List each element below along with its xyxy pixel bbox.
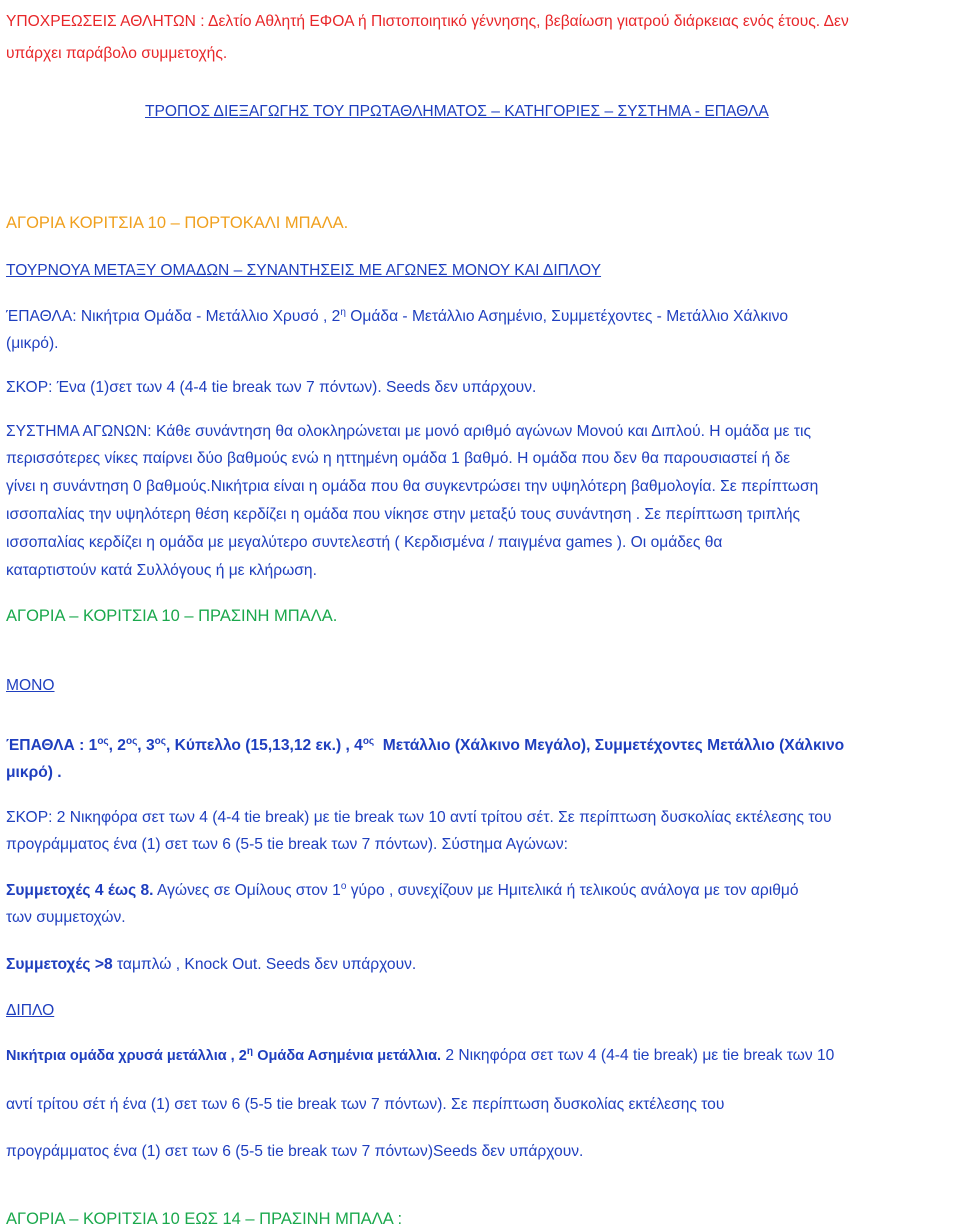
participation-over-8-label: Συμμετοχές >8	[6, 956, 113, 973]
orange-system-line-6: καταρτιστούν κατά Συλλόγους ή με κλήρωση.	[6, 562, 317, 579]
obligations-line-1	[6, 12, 956, 32]
orange-system-line-1: ΣΥΣΤΗΜΑ ΑΓΩΝΩΝ: Κάθε συνάντηση θα ολοκληρώνεται με μονό αριθμό αγώνων Μονού και Διπλού. Η ομάδα με τις	[6, 423, 811, 440]
orange-system-line-4: ισσοπαλίας την υψηλότερη θέση κερδίζει η ομάδα που νίκησε στην μεταξύ τους συνάντηση . Σε περίπτωση τριπλής	[6, 506, 801, 523]
orange-system-line-2: περισσότερες νίκες παίρνει δύο βαθμούς ενώ η ηττημένη ομάδα 1 βαθμό. Η ομάδα που δεν θα παρουσιαστεί ή δε	[6, 450, 791, 467]
green-prizes-line-1: ΈΠΑΘΛΑ : $1^{o\varsigma}$, $2^{o\varsigma}$, $3^{o\varsigma}$, Κύπελλο (15,13,12 εκ.) , $4^{o\varsigma}$ Μετάλλιο (Χάλκινο Μεγάλο), Συμμετέχοντες Μετάλλιο (Χάλκινο	[6, 735, 845, 754]
doubles-heading: ΔΙΠΛΟ	[6, 1002, 55, 1019]
singles-heading: ΜΟΝΟ	[6, 677, 55, 694]
participation-over-8-line: Συμμετοχές >8 ταμπλώ , Knock Out. Seeds δεν υπάρχουν.	[6, 956, 417, 973]
doubles-line-2: αντί τρίτου σέτ ή ένα (1) σετ των 6 (5-5 tie break των 7 πόντων). Σε περίπτωση δυσκολίας εκτέλεσης του	[6, 1096, 725, 1113]
orange-tournament-subheading: ΤΟΥΡΝΟΥΑ ΜΕΤΑΞΥ ΟΜΑΔΩΝ – ΣΥΝΑΝΤΗΣΕΙΣ ΜΕ ΑΓΩΝΕΣ ΜΟΝΟΥ ΚΑΙ ΔΙΠΛΟΥ	[6, 262, 602, 279]
orange-score-label: ΣΚΟΡ:	[6, 379, 53, 396]
doubles-line-1: Νικήτρια ομάδα χρυσά μετάλλια , $2^\eta$ Ομάδα Ασημένια μετάλλια. 2 Νικηφόρα σετ των 4 (4-4 tie break) με tie break των 10	[6, 1045, 835, 1064]
green-ball-heading: ΑΓΟΡΙΑ – ΚΟΡΙΤΣΙΑ 10 – ΠΡΑΣΙΝΗ ΜΠΑΛΑ.	[6, 607, 338, 625]
orange-system-label: ΣΥΣΤΗΜΑ ΑΓΩΝΩΝ:	[6, 423, 152, 440]
green-score-line-2: προγράμματος ένα (1) σετ των 6 (5-5 tie break των 7 πόντων). Σύστημα Αγώνων:	[6, 836, 568, 853]
green-prizes-line-2: μικρό) .	[6, 764, 62, 781]
participation-4-8-label: Συμμετοχές 4 έως 8.	[6, 882, 154, 899]
orange-prizes-label: ΈΠΑΘΛΑ:	[6, 308, 77, 325]
orange-system-line-5: ισσοπαλίας κερδίζει η ομάδα με μεγαλύτερο συντελεστή ( Κερδισμένα / παιγμένα games ). Οι ομάδες θα	[6, 534, 723, 551]
orange-score-line: ΣΚΟΡ: Ένα (1)σετ των 4 (4-4 tie break των 7 πόντων). Seeds δεν υπάρχουν.	[6, 379, 537, 396]
age-10-14-heading: ΑΓΟΡΙΑ – ΚΟΡΙΤΣΙΑ 10 ΕΩΣ 14 – ΠΡΑΣΙΝΗ ΜΠΑΛΑ :	[6, 1210, 403, 1228]
green-prizes-label: ΈΠΑΘΛΑ : 1	[6, 737, 98, 754]
green-score-label: ΣΚΟΡ:	[6, 809, 53, 826]
obligations-label: ΥΠΟΧΡΕΩΣΕΙΣ ΑΘΛΗΤΩΝ :	[6, 13, 205, 30]
orange-ball-heading: ΑΓΟΡΙΑ ΚΟΡΙΤΣΙΑ 10 – ΠΟΡΤΟΚΑΛΙ ΜΠΑΛΑ.	[6, 214, 349, 232]
doubles-line-3: προγράμματος ένα (1) σετ των 6 (5-5 tie break των 7 πόντων)Seeds δεν υπάρχουν.	[6, 1143, 584, 1160]
orange-prizes-line-2: (μικρό).	[6, 335, 59, 352]
green-score-line-1: ΣΚΟΡ: 2 Νικηφόρα σετ των 4 (4-4 tie break) με tie break των 10 αντί τρίτου σέτ. Σε περίπτωση δυσκολίας εκτέλεσης του	[6, 809, 832, 826]
doubles-prizes-label: Νικήτρια ομάδα χρυσά μετάλλια , 2	[6, 1048, 247, 1064]
orange-prizes-line-1: ΈΠΑΘΛΑ: Νικήτρια Ομάδα - Μετάλλιο Χρυσό , $2^\eta$ Ομάδα - Μετάλλιο Ασημένιο, Συμμετέχοντες - Μετάλλιο Χάλκινο	[6, 306, 789, 325]
orange-system-line-3: γίνει η συνάντηση 0 βαθμούς.Νικήτρια είναι η ομάδα που θα συγκεντρώσει την υψηλότερη βαθμολογία. Σε περίπτωση	[6, 478, 819, 495]
participation-4-8-line-1: Συμμετοχές 4 έως 8. Αγώνες σε Ομίλους στον $1^o$ γύρο , συνεχίζουν με Ημιτελικά ή τελικούς ανάλογα με τον αριθμό	[6, 880, 799, 899]
obligations-line-2: υπάρχει παράβολο συμμετοχής.	[6, 45, 228, 62]
participation-4-8-line-2: των συμμετοχών.	[6, 909, 126, 926]
main-heading: ΤΡΟΠΟΣ ΔΙΕΞΑΓΩΓΗΣ ΤΟΥ ΠΡΩΤΑΘΛΗΜΑΤΟΣ – ΚΑΤΗΓΟΡΙΕΣ – ΣΥΣΤΗΜΑ - ΕΠΑΘΛΑ	[145, 103, 769, 120]
obligations-text: Δελτίο Αθλητή ΕΦΟΑ ή Πιστοποιητικό γέννησης, βεβαίωση γιατρού διάρκειας ενός έτους. Δεν	[208, 13, 849, 30]
